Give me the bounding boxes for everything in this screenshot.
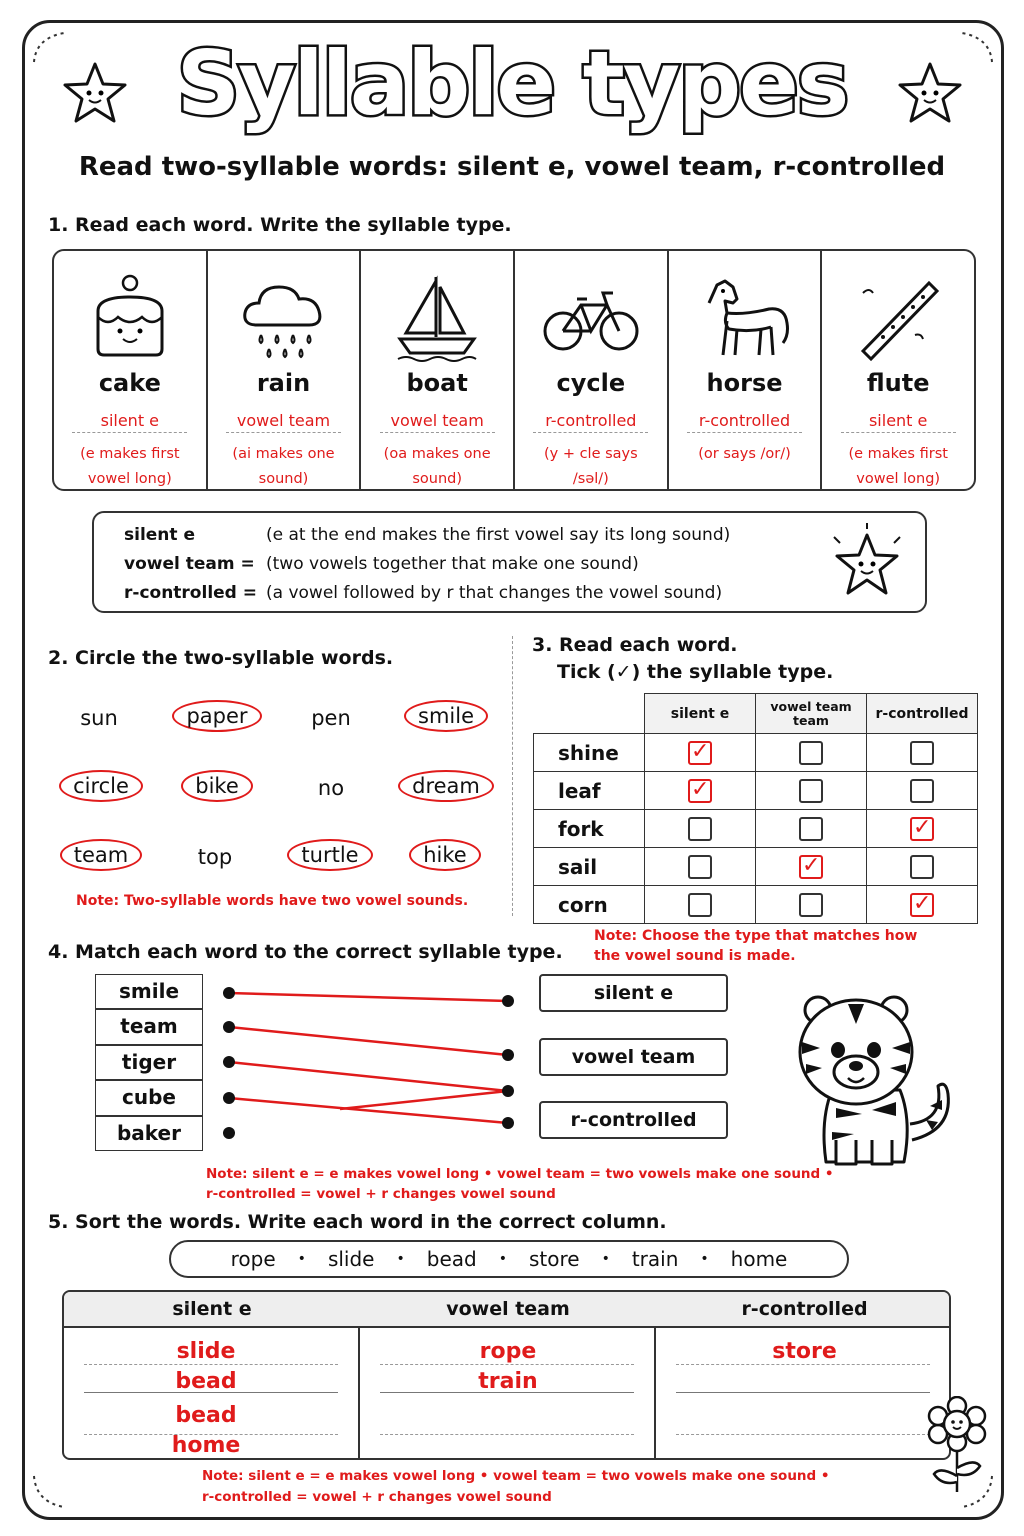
checkbox[interactable]	[799, 817, 823, 841]
match-word: team	[95, 1009, 203, 1044]
sort-table	[62, 1290, 951, 1460]
section-2-note: Note: Two-syllable words have two vowel sounds.	[76, 893, 469, 909]
card-explanation: (or says /or/)	[698, 446, 791, 462]
word-text: smile	[404, 700, 488, 732]
card-type-answer: r-controlled	[533, 411, 648, 433]
word-card	[54, 251, 208, 489]
word-choice-circled[interactable]	[56, 774, 146, 798]
word-text: pen	[311, 706, 351, 730]
card-type-answer: r-controlled	[687, 411, 802, 433]
table-row	[534, 810, 978, 848]
checkbox-checked[interactable]	[688, 779, 712, 803]
table-row	[534, 772, 978, 810]
match-dot[interactable]	[502, 1085, 514, 1097]
match-target: silent e	[539, 974, 728, 1012]
row-word: leaf	[534, 772, 645, 810]
word-text: hike	[409, 839, 480, 871]
word-choice-circled[interactable]	[56, 843, 146, 867]
row-word: fork	[534, 810, 645, 848]
syllable-tick-table	[533, 693, 978, 924]
section-3-note: the vowel sound is made.	[594, 948, 796, 964]
cake-icon	[90, 273, 170, 363]
word-text: turtle	[287, 839, 372, 871]
section-4-heading: 4. Match each word to the correct syllable type.	[48, 941, 563, 963]
match-word: tiger	[95, 1045, 203, 1080]
checkbox-checked[interactable]	[799, 855, 823, 879]
bank-word: train	[631, 1247, 679, 1271]
page-subtitle: Read two-syllable words: silent e, vowel team, r-controlled	[78, 152, 946, 182]
checkbox[interactable]	[799, 893, 823, 917]
flute-icon	[853, 273, 943, 363]
match-word: smile	[95, 974, 203, 1009]
match-target: r-controlled	[539, 1101, 728, 1139]
card-word: cycle	[556, 369, 626, 397]
card-word: flute	[866, 369, 930, 397]
definition-text: (two vowels together that make one sound)	[266, 554, 639, 574]
checkbox[interactable]	[910, 855, 934, 879]
match-dot[interactable]	[223, 1021, 235, 1033]
checkbox-checked[interactable]	[910, 893, 934, 917]
word-text: no	[317, 776, 345, 800]
definition-text: (e at the end makes the first vowel say its long sound)	[266, 525, 731, 545]
card-explanation: (y + cle says /səl/)	[543, 446, 638, 487]
sort-column-header: silent e	[64, 1292, 360, 1328]
sort-column-header: r-controlled	[656, 1292, 951, 1328]
sailboat-icon	[392, 273, 482, 363]
sort-answer: home	[171, 1433, 241, 1458]
word-choice-circled[interactable]	[170, 704, 264, 728]
word-choice[interactable]	[300, 706, 362, 730]
word-card	[822, 251, 974, 489]
section-3-heading: 3. Read each word.	[532, 634, 738, 656]
bicycle-icon	[541, 273, 641, 363]
section-divider	[512, 636, 513, 916]
sort-column-header: vowel team	[360, 1292, 656, 1328]
card-type-answer: silent e	[72, 411, 187, 433]
word-bank: rope • slide • bead • store • train • home	[169, 1240, 849, 1278]
match-word: baker	[95, 1116, 203, 1151]
card-word: horse	[706, 369, 783, 397]
section-4-note: Note: silent e = e makes vowel long • vowel team = two vowels make one sound •	[206, 1166, 834, 1182]
word-text: dream	[398, 770, 494, 802]
section-4-note: r-controlled = vowel + r changes vowel sound	[206, 1186, 556, 1202]
card-word: boat	[406, 369, 468, 397]
bank-word: bead	[426, 1247, 477, 1271]
word-text: team	[60, 839, 142, 871]
word-card	[515, 251, 669, 489]
match-dot[interactable]	[223, 1056, 235, 1068]
word-text: bike	[181, 770, 253, 802]
word-choice-circled[interactable]	[282, 843, 378, 867]
word-card	[208, 251, 362, 489]
card-type-answer: vowel team	[226, 411, 341, 433]
match-dot[interactable]	[502, 1117, 514, 1129]
card-explanation: (oa makes one sound)	[383, 446, 491, 487]
word-text: sun	[80, 706, 118, 730]
card-explanation: (e makes first vowel long)	[848, 446, 948, 487]
bank-word: slide	[327, 1247, 375, 1271]
match-dot[interactable]	[223, 987, 235, 999]
word-choice[interactable]	[184, 845, 246, 869]
section-3-subheading: Tick (✓) the syllable type.	[557, 661, 834, 683]
card-word: cake	[98, 369, 161, 397]
row-word: corn	[534, 886, 645, 924]
section-2-heading: 2. Circle the two-syllable words.	[48, 647, 394, 669]
column-header: r-controlled	[867, 694, 978, 734]
word-choice-circled[interactable]	[400, 704, 492, 728]
tiger-icon	[792, 990, 957, 1170]
checkbox[interactable]	[799, 779, 823, 803]
section-5-heading: 5. Sort the words. Write each word in the correct column.	[48, 1211, 667, 1233]
sort-answer: bead	[175, 1403, 237, 1428]
word-text: top	[197, 845, 233, 869]
match-dot[interactable]	[502, 995, 514, 1007]
corner-doodle-icon	[30, 1472, 70, 1512]
checkbox[interactable]	[799, 741, 823, 765]
sort-answer: train	[478, 1369, 538, 1394]
checkbox[interactable]	[688, 817, 712, 841]
word-card	[669, 251, 823, 489]
word-choice-circled[interactable]	[400, 843, 490, 867]
sort-answer: bead	[175, 1369, 237, 1394]
section-1-heading: 1. Read each word. Write the syllable type.	[48, 214, 512, 236]
column-header: vowel team team	[756, 694, 867, 734]
card-type-answer: vowel team	[380, 411, 495, 433]
star-icon	[822, 523, 912, 607]
table-row	[534, 886, 978, 924]
rain-cloud-icon	[239, 273, 329, 363]
word-text: paper	[172, 700, 261, 732]
definitions-box	[92, 511, 927, 613]
word-choice-circled[interactable]	[174, 774, 260, 798]
row-word: shine	[534, 734, 645, 772]
sort-answer: store	[772, 1339, 837, 1364]
horse-icon	[695, 273, 795, 363]
word-card	[361, 251, 515, 489]
definition-term: silent e	[124, 525, 195, 545]
column-header: silent e	[645, 694, 756, 734]
word-text: circle	[59, 770, 143, 802]
section-3-note: Note: Choose the type that matches how	[594, 928, 918, 944]
definition-term: vowel team =	[124, 554, 255, 574]
section-5-note: Note: silent e = e makes vowel long • vowel team = two vowels make one sound •	[202, 1468, 830, 1484]
word-choice[interactable]	[68, 706, 130, 730]
match-word: cube	[95, 1080, 203, 1115]
definition-term: r-controlled =	[124, 583, 258, 603]
section-5-note: r-controlled = vowel + r changes vowel sound	[202, 1489, 552, 1505]
checkbox[interactable]	[688, 893, 712, 917]
word-choice[interactable]	[300, 776, 362, 800]
checkbox[interactable]	[688, 855, 712, 879]
match-target: vowel team	[539, 1038, 728, 1076]
page-title: Syllable types	[176, 32, 848, 135]
bank-word: store	[528, 1247, 580, 1271]
bank-word: rope	[230, 1247, 276, 1271]
table-row	[534, 734, 978, 772]
row-word: sail	[534, 848, 645, 886]
card-type-answer: silent e	[841, 411, 956, 433]
sort-answer: slide	[176, 1339, 236, 1364]
match-dot[interactable]	[502, 1049, 514, 1061]
bank-word: home	[730, 1247, 788, 1271]
checkbox[interactable]	[910, 741, 934, 765]
checkbox-checked[interactable]	[910, 817, 934, 841]
checkbox-checked[interactable]	[688, 741, 712, 765]
checkbox[interactable]	[910, 779, 934, 803]
sort-answer: rope	[479, 1339, 537, 1364]
card-explanation: (ai makes one sound)	[232, 446, 335, 487]
flower-icon	[924, 1396, 990, 1496]
match-dot[interactable]	[223, 1127, 235, 1139]
card-explanation: (e makes first vowel long)	[80, 446, 180, 487]
table-row	[534, 848, 978, 886]
word-choice-circled[interactable]	[398, 774, 494, 798]
match-dot[interactable]	[223, 1092, 235, 1104]
definition-text: (a vowel followed by r that changes the vowel sound)	[266, 583, 723, 603]
word-cards	[52, 249, 976, 491]
card-word: rain	[256, 369, 311, 397]
